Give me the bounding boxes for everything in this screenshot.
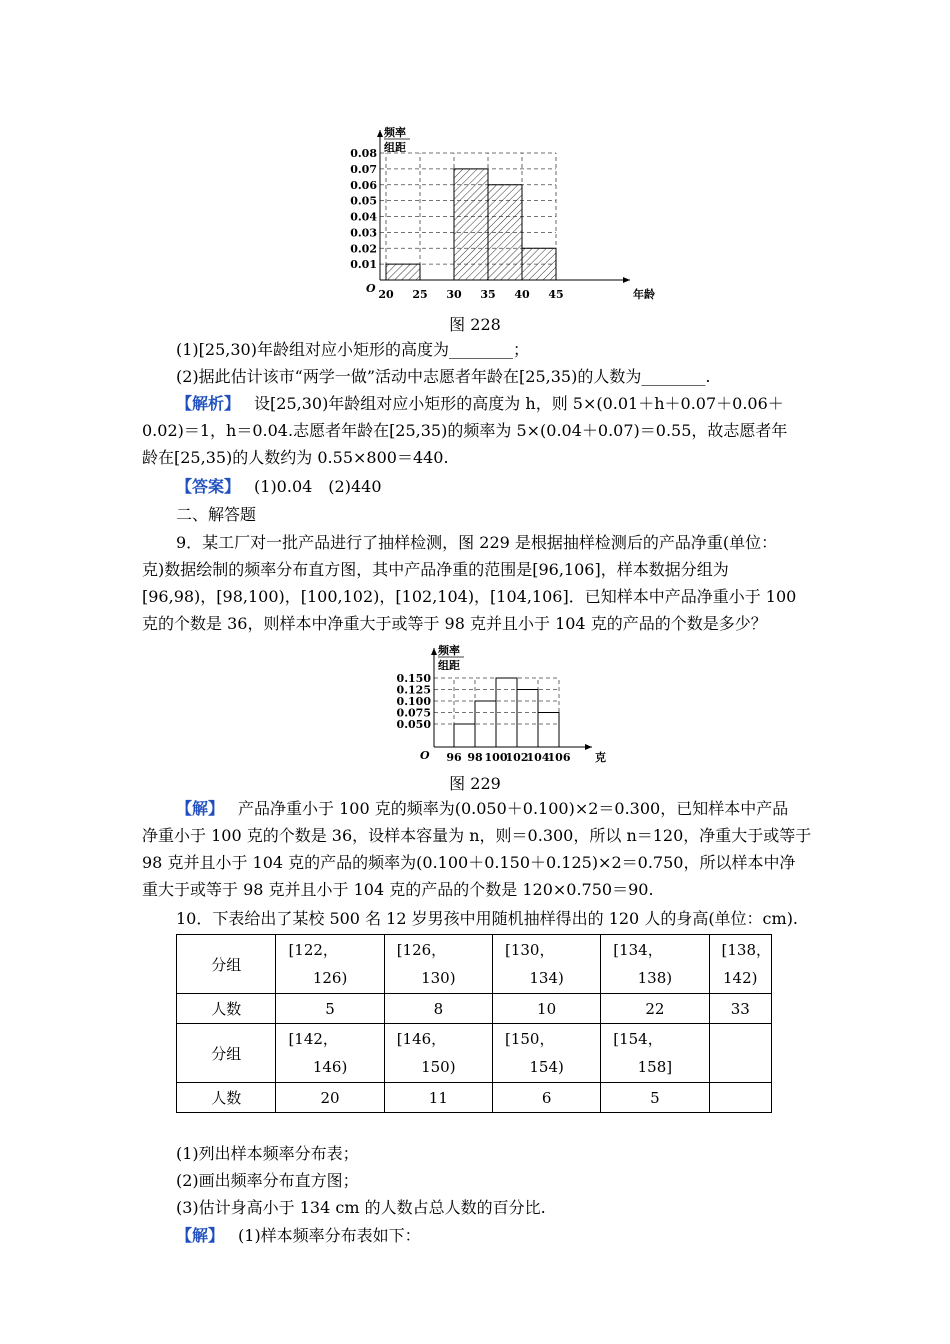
histogram-figure-229 <box>392 644 622 768</box>
solution-9-tag: 【解】 <box>176 799 225 818</box>
problem-10-part-1: (1)列出样本频率分布表； <box>176 1144 359 1163</box>
histogram-bar <box>538 713 559 748</box>
table-cell: 20 <box>276 1083 384 1113</box>
histogram-bar <box>454 169 488 280</box>
table-cell <box>276 1024 384 1083</box>
solution-9-line-1 <box>176 799 846 819</box>
table-header-cell: 分组 <box>177 1024 276 1083</box>
table-cell <box>601 1024 709 1083</box>
x-tick-label: 40 <box>514 288 530 301</box>
interval-end: 126) <box>312 969 348 987</box>
x-tick-label: 102 <box>505 751 529 764</box>
histogram-figure-228 <box>340 122 655 308</box>
y-axis-label-top: 频率 <box>384 126 406 139</box>
y-axis-arrow <box>431 648 437 655</box>
interval-start: [154， <box>613 1030 663 1048</box>
interval-end: 146) <box>312 1058 348 1076</box>
x-tick-label: 98 <box>467 751 483 764</box>
problem-10-part-3: (3)估计身高小于 134 cm 的人数占总人数的百分比. <box>176 1198 546 1217</box>
interval-end: 142) <box>723 969 758 987</box>
problem-9-line-3: [96,98)，[98,100)，[100,102)，[102,104)，[104,106]．已知样本中产品净重小于 100 <box>142 587 797 606</box>
section-heading: 二、解答题 <box>176 505 257 524</box>
solution-9-text-1: 产品净重小于 100 克的频率为(0.050＋0.100)×2＝0.300，已知样本中产品 <box>238 799 789 818</box>
table-cell: 33 <box>709 994 772 1024</box>
y-tick-label: 0.08 <box>350 147 377 160</box>
interval-end: 150) <box>421 1058 456 1076</box>
question-1: (1)[25,30)年龄组对应小矩形的高度为________； <box>176 340 529 359</box>
interval-end: 130) <box>421 969 456 987</box>
table-header-cell: 分组 <box>177 935 276 994</box>
problem-10-part-2: (2)画出频率分布直方图； <box>176 1171 359 1190</box>
table-cell: 6 <box>492 1083 600 1113</box>
interval-end: 134) <box>529 969 564 987</box>
interval-start: [138， <box>721 941 771 959</box>
analysis-text-1: 设[25,30)年龄组对应小矩形的高度为 h，则 5×(0.01＋h＋0.07＋0.06＋ <box>254 394 784 413</box>
histogram-bar <box>522 248 556 280</box>
histogram-bar <box>517 690 538 748</box>
x-axis-arrow <box>585 744 592 750</box>
table-cell: 5 <box>601 1083 709 1113</box>
solution-9-line-2: 净重小于 100 克的个数是 36，设样本容量为 n，则＝0.300，所以 n＝120，净重大于或等于 <box>142 826 812 845</box>
table-header-cell: 人数 <box>177 994 276 1024</box>
x-axis-arrow <box>623 277 630 283</box>
interval-start: [146， <box>396 1030 447 1048</box>
x-tick-label: 30 <box>446 288 462 301</box>
table-cell: 5 <box>276 994 384 1024</box>
x-tick-label: 104 <box>526 751 550 764</box>
y-tick-label: 0.06 <box>350 178 377 192</box>
x-tick-label: 20 <box>378 288 394 301</box>
x-tick-label: 35 <box>480 288 496 301</box>
y-tick-label: 0.05 <box>350 194 377 208</box>
y-tick-label: 0.02 <box>350 242 377 256</box>
y-axis-label-top: 频率 <box>438 644 460 657</box>
interval-start: [122， <box>288 941 338 959</box>
table-cell: 8 <box>384 994 492 1024</box>
interval-start: [142， <box>288 1030 338 1048</box>
table-cell-empty <box>709 1083 772 1113</box>
origin-label: O <box>366 282 376 295</box>
analysis-line-1 <box>176 394 846 414</box>
table-row <box>177 935 772 994</box>
table-cell <box>492 1024 600 1083</box>
table-row <box>177 1024 772 1083</box>
interval-start: [130， <box>504 941 555 959</box>
table-cell <box>709 935 772 994</box>
x-tick-label: 106 <box>547 751 571 764</box>
height-table <box>176 934 772 1113</box>
y-tick-label: 0.075 <box>396 706 431 720</box>
interval-end: 154) <box>529 1058 564 1076</box>
histogram-bar <box>454 724 475 747</box>
y-tick-label: 0.03 <box>350 226 377 240</box>
interval-end: 158] <box>637 1058 673 1076</box>
table-row <box>177 994 772 1024</box>
y-tick-label: 0.100 <box>396 695 431 708</box>
y-axis-label-bottom: 组距 <box>384 141 406 154</box>
interval-start: [134， <box>613 941 663 959</box>
analysis-tag: 【解析】 <box>176 394 241 413</box>
y-tick-label: 0.07 <box>350 162 377 176</box>
table-cell: 11 <box>384 1083 492 1113</box>
solution-9-line-4: 重大于或等于 98 克并且小于 104 克的产品的个数是 120×0.750＝90. <box>142 880 654 899</box>
answer-tag: 【答案】 <box>176 477 241 496</box>
table-header-cell: 人数 <box>177 1083 276 1113</box>
y-tick-label: 0.125 <box>396 683 431 697</box>
y-tick-label: 0.050 <box>396 718 431 731</box>
y-tick-label: 0.01 <box>350 258 377 272</box>
x-tick-label: 100 <box>484 751 508 764</box>
interval-end: 138) <box>637 969 673 987</box>
solution-10-tag: 【解】 <box>176 1226 225 1245</box>
y-axis-arrow <box>377 130 383 137</box>
x-axis-label: 克 <box>595 751 606 764</box>
answer-text: (1)0.04 (2)440 <box>254 477 382 496</box>
solution-9-line-3: 98 克并且小于 104 克的产品的频率为(0.100＋0.150＋0.125)×2＝0.750，所以样本中净 <box>142 853 796 872</box>
figure-caption-228: 图 228 <box>449 315 501 334</box>
figure-caption-229: 图 229 <box>449 774 501 793</box>
interval-start: [150， <box>504 1030 555 1048</box>
x-tick-label: 96 <box>446 751 462 764</box>
table-cell <box>384 935 492 994</box>
y-tick-label: 0.04 <box>350 210 377 224</box>
analysis-line-2: 0.02)＝1，h＝0.04.志愿者年龄在[25,35)的频率为 5×(0.04＋0.07)＝0.55，故志愿者年 <box>142 421 788 440</box>
table-row <box>177 1083 772 1113</box>
solution-10-line <box>176 1226 846 1246</box>
x-tick-label: 25 <box>412 288 428 301</box>
problem-9-line-1: 9．某工厂对一批产品进行了抽样检测，图 229 是根据抽样检测后的产品净重(单位： <box>176 533 778 552</box>
problem-10: 10．下表给出了某校 500 名 12 岁男孩中用随机抽样得出的 120 人的身高(单位：cm). <box>176 909 799 928</box>
table-cell <box>384 1024 492 1083</box>
problem-9-line-2: 克)数据绘制的频率分布直方图，其中产品净重的范围是[96,106]，样本数据分组为 <box>142 560 729 579</box>
table-cell <box>492 935 600 994</box>
problem-9-line-4: 克的个数是 36，则样本中净重大于或等于 98 克并且小于 104 克的产品的个数是多少？ <box>142 614 767 633</box>
solution-10-text: (1)样本频率分布表如下： <box>238 1226 421 1245</box>
histogram-bar <box>386 264 420 280</box>
x-tick-label: 45 <box>548 288 564 301</box>
y-axis-label-bottom: 组距 <box>438 659 460 672</box>
table-cell-empty <box>709 1024 772 1083</box>
histogram-bar <box>488 185 522 280</box>
question-2: (2)据此估计该市“两学一做”活动中志愿者年龄在[25,35)的人数为________. <box>176 367 711 386</box>
table-cell: 22 <box>601 994 709 1024</box>
y-tick-label: 0.150 <box>396 672 431 685</box>
analysis-line-3: 龄在[25,35)的人数约为 0.55×800＝440. <box>142 448 449 467</box>
table-cell <box>601 935 709 994</box>
answer-line <box>176 477 846 497</box>
interval-start: [126， <box>396 941 447 959</box>
table-cell <box>276 935 384 994</box>
x-axis-label: 年龄 <box>633 288 655 301</box>
table-cell: 10 <box>492 994 600 1024</box>
origin-label: O <box>420 749 430 762</box>
